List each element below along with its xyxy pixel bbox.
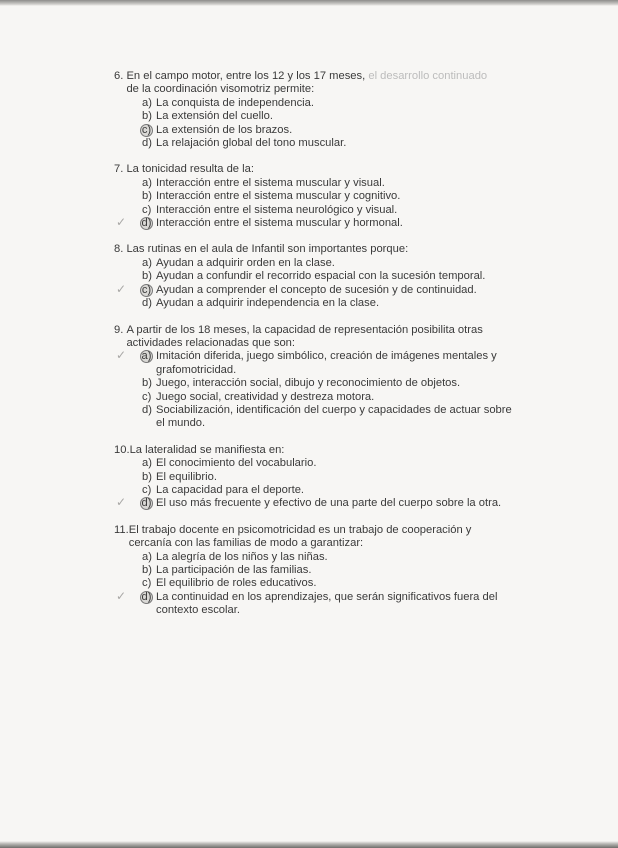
- question-number: 9.: [114, 323, 124, 336]
- option-9b[interactable]: b) Juego, interacción social, dibujo y reconocimiento de objetos.: [142, 377, 461, 390]
- selected-letter-circle: c): [141, 283, 152, 296]
- question-number: 10.: [114, 443, 130, 456]
- selected-letter-circle: c): [141, 123, 152, 136]
- option-6d[interactable]: d) La relajación global del tono muscular.: [142, 137, 347, 150]
- question-11: [114, 524, 512, 618]
- scan-top-edge: [0, 0, 618, 6]
- selected-letter-circle: d): [141, 590, 152, 603]
- question-text: La tonicidad resulta de la:: [126, 163, 254, 176]
- selected-letter-circle: a): [141, 350, 152, 363]
- option-6c-selected[interactable]: c) La extensión de los brazos.: [141, 123, 293, 136]
- option-10b[interactable]: b) El equilibrio.: [142, 470, 217, 483]
- option-8b[interactable]: b) Ayudan a confundir el recorrido espacial con la sucesión temporal.: [142, 270, 486, 283]
- option-6a[interactable]: a) La conquista de independencia.: [142, 96, 314, 109]
- option-11c[interactable]: c) El equilibrio de roles educativos.: [142, 577, 317, 590]
- question-text-continued: de la coordinación visomotriz permite:: [126, 83, 315, 96]
- question-text: El trabajo docente en psicomotricidad es un trabajo de cooperación y cercanía con las familias de modo a garantizar:: [128, 523, 472, 550]
- check-mark-icon: ✓: [116, 588, 127, 603]
- option-7b[interactable]: b) Interacción entre el sistema muscular y cognitivo.: [142, 190, 401, 203]
- option-10c[interactable]: c) La capacidad para el deporte.: [142, 483, 305, 496]
- option-10a[interactable]: a) El conocimiento del vocabulario.: [142, 457, 317, 470]
- selected-letter-circle: d): [141, 497, 152, 510]
- option-11d-selected[interactable]: ✓ d) La continuidad en los aprendizajes, que serán significativos fuera del contexto escolar.: [116, 588, 498, 617]
- question-number: 7.: [114, 163, 124, 176]
- question-text: En el campo motor, entre los 12 y los 17 meses,: [126, 70, 366, 82]
- option-10d-selected[interactable]: ✓ d) El uso más frecuente y efectivo de una parte del cuerpo sobre la otra.: [116, 495, 502, 510]
- check-mark-icon: ✓: [116, 348, 127, 363]
- scan-bottom-edge: [0, 841, 618, 848]
- question-number: 11.: [114, 523, 129, 536]
- option-7c[interactable]: c) Interacción entre el sistema neurológico y visual.: [142, 203, 398, 216]
- option-8c-selected[interactable]: ✓ c) Ayudan a comprender el concepto de sucesión y de continuidad.: [116, 281, 477, 296]
- option-9c[interactable]: c) Juego social, creatividad y destreza motora.: [142, 390, 375, 403]
- question-9: [114, 324, 512, 431]
- question-7: [114, 163, 512, 230]
- check-mark-icon: ✓: [116, 281, 127, 296]
- question-8: [114, 243, 512, 310]
- question-text-faded: el desarrollo continuado: [365, 70, 488, 82]
- option-8a[interactable]: a) Ayudan a adquirir orden en la clase.: [142, 256, 335, 269]
- option-8d[interactable]: d) Ayudan a adquirir independencia en la clase.: [142, 297, 380, 310]
- question-10: [114, 444, 512, 511]
- question-number: 8.: [114, 243, 124, 256]
- question-number: 6.: [114, 70, 124, 82]
- option-6b[interactable]: b) La extensión del cuello.: [142, 110, 273, 123]
- selected-letter-circle: d): [141, 217, 152, 230]
- option-11a[interactable]: a) La alegría de los niños y las niñas.: [142, 550, 328, 563]
- option-9a-selected[interactable]: ✓ a) Imitación diferida, juego simbólico, creación de imágenes mentales y grafomotricidad.: [116, 348, 497, 376]
- exam-page: [114, 70, 512, 631]
- question-text: La lateralidad se manifiesta en:: [129, 443, 285, 456]
- option-7d-selected[interactable]: ✓ d) Interacción entre el sistema muscular y hormonal.: [116, 215, 403, 230]
- question-text: A partir de los 18 meses, la capacidad de representación posibilita otras actividades relacionadas que son:: [126, 323, 483, 349]
- option-9d[interactable]: d) Sociabilización, identificación del cuerpo y capacidades de actuar sobre el mundo.: [142, 403, 512, 430]
- question-6: [114, 70, 512, 150]
- check-mark-icon: ✓: [116, 215, 127, 230]
- check-mark-icon: ✓: [116, 495, 127, 510]
- option-11b[interactable]: b) La participación de las familias.: [142, 564, 312, 576]
- question-text: Las rutinas en el aula de Infantil son importantes porque:: [126, 243, 409, 256]
- option-7a[interactable]: a) Interacción entre el sistema muscular y visual.: [142, 176, 385, 189]
